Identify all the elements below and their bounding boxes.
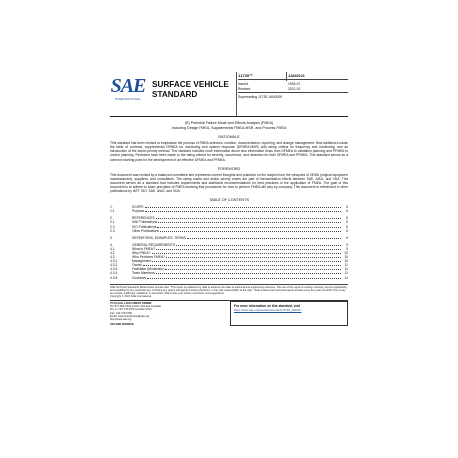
- toc-entry-number: 1.: [110, 205, 113, 210]
- order-info: [110, 300, 348, 326]
- order-label: TO PLACE A DOCUMENT ORDER:: [110, 302, 153, 305]
- toc-entry-title: What is FMEA?: [132, 246, 155, 251]
- logo-subtext: INTERNATIONAL: [114, 97, 142, 101]
- toc-leader-dots: [165, 267, 341, 270]
- toc-entry-number: 4.3.5: [110, 275, 118, 280]
- toc-entry-title: Customer: [132, 275, 147, 280]
- toc-entry-page: 6: [346, 235, 348, 240]
- toc-entry-page: 11: [344, 267, 348, 272]
- toc-leader-dots: [145, 209, 341, 212]
- document-meta: [238, 74, 348, 100]
- toc-entry-title: ISO Publications: [132, 224, 157, 229]
- feedback-box: [230, 301, 348, 326]
- toc-entry-title: DEFINITIONS, EXAMPLES, TERMS: [132, 235, 186, 240]
- meta-separator: [238, 79, 348, 80]
- meta-separator-2: [238, 92, 348, 93]
- toc-entry-page: 6: [346, 224, 348, 229]
- toc-entry-page: 9: [346, 246, 348, 251]
- issued-value: 1994-07: [288, 82, 301, 87]
- toc-leader-dots: [176, 243, 341, 246]
- footnote: [110, 284, 348, 298]
- toc-entry-title: Who Performs FMEA?: [132, 255, 165, 260]
- toc-entry-page: 10: [344, 250, 348, 255]
- document-type-title: SURFACE VEHICLE STANDARD: [152, 80, 229, 99]
- order-email: Email: CustomerService@sae.org: [110, 314, 150, 318]
- toc-entry-number: 1.1: [110, 209, 115, 214]
- toc-leader-dots: [156, 216, 341, 219]
- copyright-notice: Copyright © 2021 SAE International: [110, 294, 152, 298]
- toc-leader-dots: [160, 229, 341, 232]
- toc-entry-number: 4.2: [110, 250, 115, 255]
- toc-entry-number: 3.: [110, 235, 113, 240]
- footnote-text: SAE Technical Standards Board Rules provide that: "This report is published by SAE to advance the state of technical and engineering sciences. The use of this report is entirely voluntary, and its applicability and suitability for any particular use, including any patent infringement arising therefrom, is the sole responsibility of the user." SAE reviews each technical report at least every five years at which time it may be revised, reaffirmed, stabilized, or cancelled. SAE invites your written comments and suggestions.: [110, 285, 347, 295]
- superseding-note: Superseding J1739 JAN2009: [238, 95, 283, 100]
- toc-entry-number: 4.3.3: [110, 267, 118, 272]
- toc-entry-title: SAE Publications: [132, 220, 158, 225]
- toc-leader-dots: [158, 220, 341, 223]
- toc-leader-dots: [166, 255, 341, 258]
- toc-entry-number: 2.3: [110, 228, 115, 233]
- toc-entry-number: 2.2: [110, 224, 115, 229]
- toc-entry-title: Team Members: [132, 271, 155, 276]
- toc-leader-dots: [143, 263, 341, 266]
- toc-leader-dots: [157, 225, 341, 228]
- toc-entry-number: 4.1: [110, 246, 115, 251]
- toc-entry-number: 4.3: [110, 255, 115, 260]
- foreword-heading: FOREWORD: [217, 166, 241, 171]
- toc-leader-dots: [187, 236, 341, 239]
- toc-leader-dots: [152, 251, 341, 254]
- toc-entry-page: 10: [344, 255, 348, 260]
- toc-leader-dots: [156, 247, 341, 250]
- toc-entry[interactable]: [110, 276, 348, 280]
- standard-link[interactable]: https://www.sae.org/standards/content/J1739_202101/: [234, 308, 302, 312]
- toc-heading: TABLE OF CONTENTS: [208, 198, 249, 203]
- sae-logo: [110, 76, 146, 101]
- document-page: [110, 72, 348, 326]
- title-line-2: Including Design FMEA, Supplemental FMEA-MSR, and Process FMEA: [171, 125, 287, 130]
- toc-entry-page: 6: [346, 220, 348, 225]
- issued-label: Issued: [238, 82, 248, 87]
- order-tel-2: Tel: +1 724-776-4970 (outside USA): [110, 308, 152, 312]
- order-fax: Fax: 724-776-0790: [110, 311, 132, 315]
- revised-value: 2021-01: [288, 86, 301, 91]
- toc-leader-dots: [156, 271, 341, 274]
- toc-entry-page: 11: [344, 271, 348, 276]
- logo-mark: SAE: [110, 75, 146, 97]
- toc-entry-title: Purpose: [132, 209, 145, 214]
- toc-entry-title: Management: [132, 259, 152, 264]
- toc-entry-title: GENERAL REQUIREMENTS: [132, 242, 176, 247]
- toc-entry-title: Facilitator (Moderator): [132, 267, 165, 272]
- title-line-1: (R) Potential Failure Mode and Effects Analysis (FMEA): [184, 121, 274, 125]
- revised-label: Revised: [238, 86, 251, 91]
- table-of-contents: [110, 205, 348, 280]
- toc-entry-title: SCOPE: [132, 205, 144, 210]
- toc-entry-page: 10: [344, 259, 348, 264]
- feedback-title: For more information on this standard, visit: [234, 304, 301, 308]
- toc-entry-page: 6: [346, 228, 348, 233]
- rationale-heading: RATIONALE: [218, 135, 240, 140]
- toc-entry-page: 11: [344, 263, 348, 268]
- web-address-label: SAE WEB ADDRESS:: [110, 323, 135, 327]
- order-web[interactable]: http://www.sae.org: [110, 318, 132, 322]
- toc-entry-page: 6: [346, 205, 348, 210]
- toc-leader-dots: [152, 259, 341, 262]
- header-divider: [236, 72, 237, 116]
- rationale-text: This standard has been revised to emphasize the process of FMEA selection, creation, documentation, reporting, and change management. New additions include the table of contents, supplemental DFMEA for monitoring and system response (DFMEA-MSR) with rating criteria for frequency and monitoring, and an introduction of the action priority method. The standard includes more information about how information flows from DFMEA to validation planning and PFMEA to control planning. Revisions have been made to the rating criteria for severity, occurrence, and detection for both DFMEA and PFMEA. This standard serves as a common starting point for the development of an effective DFMEA and PFMEA.: [110, 141, 348, 162]
- toc-leader-dots: [145, 205, 341, 208]
- toc-entry-number: 2.1: [110, 220, 115, 225]
- toc-leader-dots: [147, 276, 341, 279]
- standard-title: [110, 121, 348, 130]
- toc-entry-page: 6: [346, 209, 348, 214]
- document-date: JAN2021: [288, 73, 305, 78]
- toc-entry-page: 11: [344, 275, 348, 280]
- order-tel: Tel: 877-606-7323 (inside USA and Canada): [110, 305, 161, 309]
- toc-entry-page: 6: [346, 216, 348, 221]
- toc-entry-title: Why FMEA?: [132, 250, 151, 255]
- toc-entry-title: Other Publications: [132, 228, 159, 233]
- order-contact: [110, 301, 230, 326]
- toc-entry-number: 4.: [110, 242, 113, 247]
- document-number: J1739™: [238, 73, 254, 78]
- toc-entry-number: 4.3.4: [110, 271, 118, 276]
- toc-entry-number: 4.3.1: [110, 259, 118, 264]
- toc-entry-number: 4.3.2: [110, 263, 118, 268]
- foreword-text: This document was revised by a balanced committee and represents current thoughts and practices on the subject from the viewpoint of OEMs (original equipment manufacturers), suppliers, and consultants. The rating charts and action priority charts are part of harmonization efforts between SAE, AIAG, and VDA. This document serves as a standard that includes requirements and additional recommendations for best practices in the application of FMEA. The goal of this document is to adhere to basic principles of FMEA knowing that procedures for how to perform FMEA will vary by company. This document is referenced in other publications by IATF, ISO, SAE, AIAG, and VDA.: [110, 172, 348, 194]
- toc-entry-title: Owner: [132, 263, 142, 268]
- toc-entry-title: REFERENCES: [132, 216, 155, 221]
- document-header: [110, 72, 348, 117]
- toc-entry-number: 2.: [110, 216, 113, 221]
- toc-entry-page: 9: [346, 242, 348, 247]
